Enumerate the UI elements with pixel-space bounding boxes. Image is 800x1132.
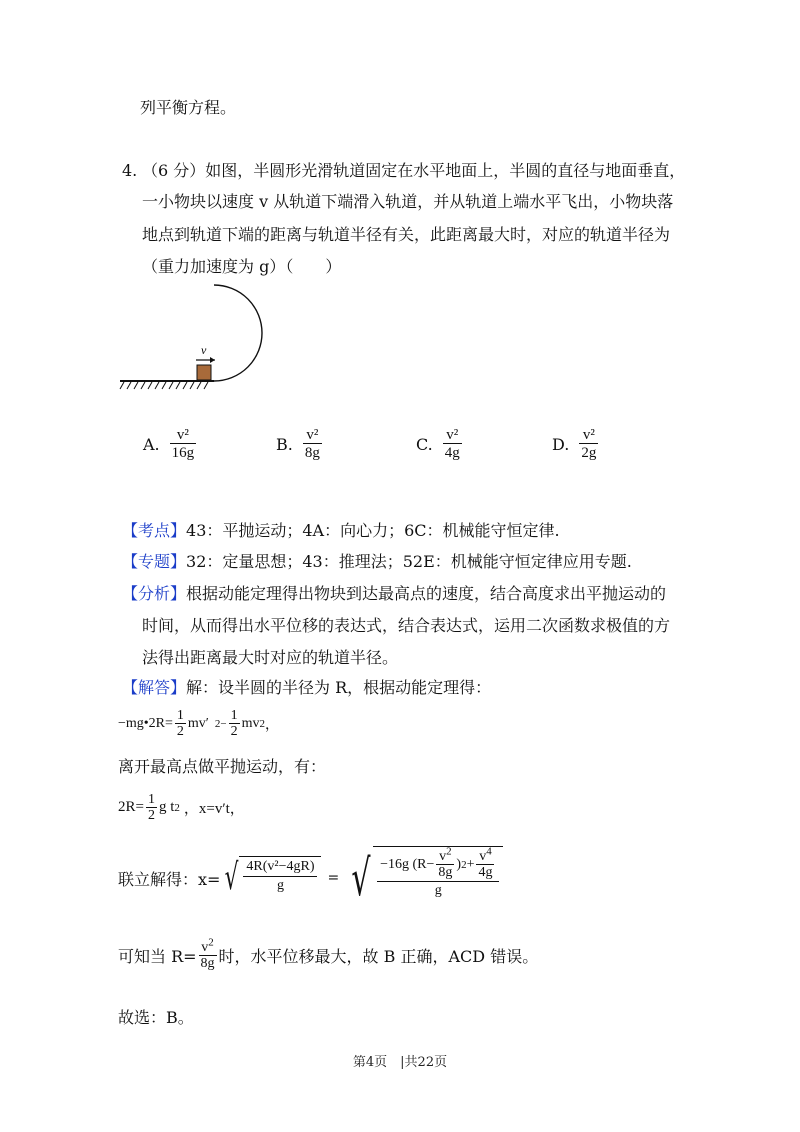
fenxi-line-3: 法得出距离最大时对应的轨道半径。 bbox=[142, 648, 399, 667]
option-b-den: 8g bbox=[304, 445, 320, 461]
block bbox=[197, 365, 211, 380]
option-b-num: v² bbox=[306, 427, 319, 443]
zhuanti-text: 32：定量思想；43：推理法；52E：机械能守恒定律应用专题. bbox=[186, 552, 632, 571]
eq2-end: ，x=v′t， bbox=[183, 801, 245, 817]
sqrt2-bot: g bbox=[434, 883, 442, 898]
jieda-text: 解：设半圆的半径为 R，根据动能定理得： bbox=[186, 678, 492, 697]
jieda-tag: 【解答】 bbox=[122, 678, 187, 697]
option-c-label: C. bbox=[416, 435, 433, 454]
jieda-line bbox=[122, 677, 491, 699]
eq1-half-num: 1 bbox=[176, 708, 184, 723]
eq1-end: ， bbox=[264, 717, 279, 733]
option-a[interactable] bbox=[143, 427, 198, 462]
conclusion-v: v bbox=[201, 940, 209, 955]
flat-throw-line: 离开最高点做平抛运动，有： bbox=[118, 757, 327, 776]
sqrt2-v-sup: 2 bbox=[446, 845, 452, 858]
conclusion-a: 可知当 R= bbox=[118, 947, 197, 966]
sqrt2-v4-sup: 4 bbox=[486, 845, 492, 858]
conclusion-8g: 8g bbox=[200, 956, 215, 971]
eq2-mid: g t bbox=[158, 799, 175, 815]
conclusion-b: 时，水平位移最大，故 B 正确，ACD 错误。 bbox=[218, 947, 539, 966]
sqrt1-top: 4R(v²−4gR) bbox=[243, 859, 317, 877]
eq2-left: 2R= bbox=[118, 799, 144, 815]
sqrt2-c: + bbox=[466, 856, 475, 872]
option-a-num: v² bbox=[176, 427, 189, 443]
question-number: 4. bbox=[122, 161, 138, 180]
sqrt-2: √ −16g (R− $\frac{v^2}{8g}$ ) 2 + $\frac{v^4}{4g}$ g bbox=[345, 846, 503, 910]
fenxi-tag: 【分析】 bbox=[122, 584, 187, 603]
equation-projectile: 2R= $\frac{1}{2}$ g t 2 ，x=v′t， bbox=[118, 792, 245, 823]
option-c-num: v² bbox=[446, 427, 459, 443]
eq1-right: mv bbox=[241, 715, 260, 731]
joint-label: 联立解得：x= bbox=[118, 869, 221, 889]
velocity-label: v bbox=[201, 343, 207, 357]
fenxi-text-1: 根据动能定理得出物块到达最高点的速度，结合高度求出平抛运动的 bbox=[186, 584, 667, 603]
option-b-label: B. bbox=[276, 435, 293, 454]
eq-sign: = bbox=[327, 870, 340, 886]
option-a-label: A. bbox=[143, 435, 160, 454]
sqrt2-v: v bbox=[439, 849, 447, 864]
zhuanti-line bbox=[122, 551, 632, 573]
question-line-3: 地点到轨道下端的距离与轨道半径有关，此距离最大时，对应的轨道半径为 bbox=[142, 225, 671, 244]
sqrt2-b: ) bbox=[456, 856, 462, 872]
page-footer: 第4页 |共22页 bbox=[352, 1055, 448, 1070]
sqrt2-4g: 4g bbox=[478, 865, 493, 880]
option-a-den: 16g bbox=[171, 445, 195, 461]
option-b[interactable] bbox=[276, 427, 324, 462]
option-d[interactable] bbox=[552, 427, 600, 462]
eq1-half-den: 2 bbox=[176, 724, 184, 739]
sqrt2-v4: v bbox=[479, 849, 487, 864]
prev-text: 列平衡方程。 bbox=[140, 98, 237, 117]
option-c[interactable] bbox=[416, 427, 464, 462]
kaodian-line bbox=[122, 520, 560, 542]
sqrt1-bot: g bbox=[276, 878, 284, 893]
semicircle-track bbox=[214, 285, 262, 381]
eq1-mid: mv′ bbox=[187, 715, 209, 731]
answer-line: 故选：B。 bbox=[118, 1008, 194, 1027]
question-line-2: 一小物块以速度 v 从轨道下端滑入轨道，并从轨道上端水平飞出，小物块落 bbox=[142, 192, 674, 211]
conclusion-line bbox=[118, 936, 539, 971]
eq1-half2-num: 1 bbox=[230, 708, 238, 723]
kaodian-tag: 【考点】 bbox=[122, 521, 187, 540]
equation-energy: −mg•2R= $\frac{1}{2}$ mv′ 2− $\frac{1}{2}$ mv 2 ， bbox=[118, 708, 279, 739]
question-line-4: （重力加速度为 g）（ ） bbox=[142, 257, 342, 276]
sqrt-1: √ 4R(v²−4gR) g bbox=[220, 856, 321, 900]
eq2-half-den: 2 bbox=[147, 808, 155, 823]
track-figure bbox=[118, 280, 278, 395]
eq2-half-num: 1 bbox=[147, 792, 155, 807]
sqrt2-8g: 8g bbox=[438, 865, 453, 880]
eq1-left: −mg•2R= bbox=[118, 715, 173, 731]
conclusion-v-sup: 2 bbox=[208, 936, 214, 949]
option-d-num: v² bbox=[582, 427, 595, 443]
option-d-label: D. bbox=[552, 435, 570, 454]
fenxi-line-2: 时间，从而得出水平位移的表达式，结合表达式，运用二次函数求极值的方 bbox=[142, 616, 671, 635]
question-line-1: （6 分）如图，半圆形光滑轨道固定在水平地面上，半圆的直径与地面垂直， bbox=[142, 161, 686, 180]
ground-hatching bbox=[120, 382, 208, 389]
eq1-half2-den: 2 bbox=[230, 724, 238, 739]
option-d-den: 2g bbox=[581, 445, 597, 461]
arrow-head bbox=[210, 357, 215, 363]
kaodian-text: 43：平抛运动；4A：向心力；6C：机械能守恒定律. bbox=[186, 521, 560, 540]
zhuanti-tag: 【专题】 bbox=[122, 552, 187, 571]
sqrt2-a: −16g (R− bbox=[380, 856, 435, 872]
fenxi-line-1 bbox=[122, 583, 666, 605]
option-c-den: 4g bbox=[444, 445, 460, 461]
joint-solution bbox=[118, 846, 503, 910]
